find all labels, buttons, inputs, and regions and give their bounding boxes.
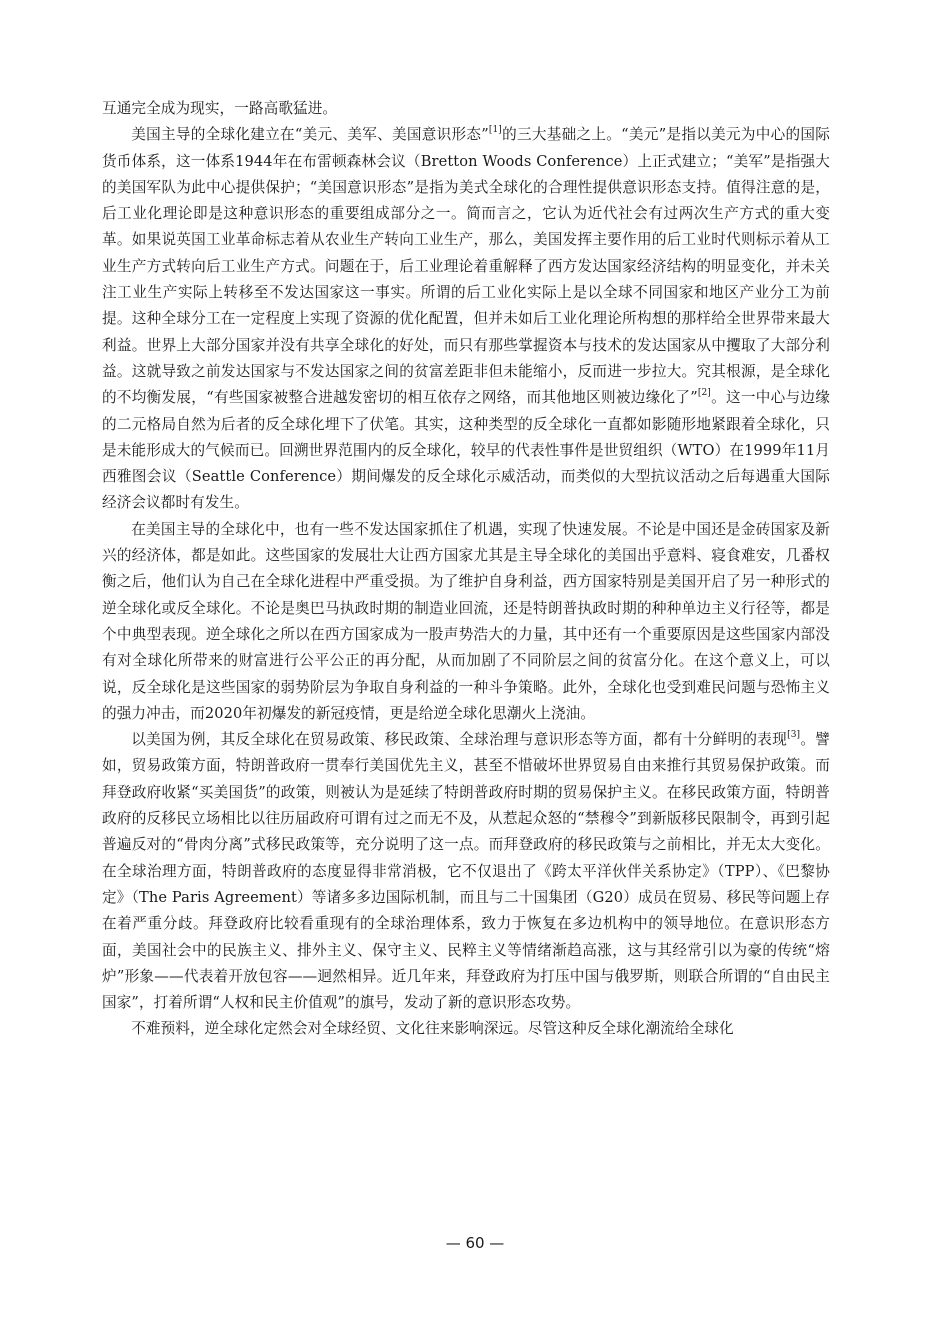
- citation-ref[interactable]: [2]: [697, 388, 711, 399]
- article-body: [102, 96, 830, 1043]
- citation-ref[interactable]: [1]: [488, 125, 502, 136]
- paragraph: 以美国为例，其反全球化在贸易政策、移民政策、全球治理与意识形态等方面，都有十分鲜明的表现[3]。譬如，贸易政策方面，特朗普政府一贯奉行美国优先主义，甚至不惜破坏世界贸易自由来推行其贸易保护政策。而拜登政府收紧“买美国货”的政策，则被认为是延续了特朗普政府时期的贸易保护主义。在移民政策方面，特朗普政府的反移民立场相比以往历届政府可谓有过之而无不及，从惹起众怒的“禁穆令”到新版移民限制令，再到引起普遍反对的“骨肉分离”式移民政策等，充分说明了这一点。而拜登政府的移民政策与之前相比，并无太大变化。在全球治理方面，特朗普政府的态度显得非常消极，它不仅退出了《跨太平洋伙伴关系协定》（TPP）、《巴黎协定》（The Paris Agreement）等诸多多边国际机制，而且与二十国集团（G20）成员在贸易、移民等问题上存在着严重分歧。拜登政府比较看重现有的全球治理体系，致力于恢复在多边机构中的领导地位。在意识形态方面，美国社会中的民族主义、排外主义、保守主义、民粹主义等情绪渐趋高涨，这与其经常引以为豪的传统“熔炉”形象——代表着开放包容——迥然相异。近几年来，拜登政府为打压中国与俄罗斯，则联合所谓的“自由民主国家”，打着所谓“人权和民主价值观”的旗号，发动了新的意识形态攻势。: [102, 730, 831, 1012]
- page-number: — 60 —: [445, 1234, 505, 1252]
- paragraph: 美国主导的全球化建立在“美元、美军、美国意识形态”[1]的三大基础之上。“美元”是指以美元为中心的国际货币体系，这一体系1944年在布雷顿森林会议（Bretton Woods Conference）上正式建立；“美军”是指强大的美国军队为此中心提供保护；“美国意识形态”是指为美式全球化的合理性提供意识形态支持。值得注意的是，后工业化理论即是这种意识形态的重要组成部分之一。简而言之，它认为近代社会有过两次生产方式的重大变革。如果说英国工业革命标志着从农业生产转向工业生产，那么，美国发挥主要作用的后工业时代则标示着从工业生产方式转向后工业生产方式。问题在于，后工业理论着重解释了西方发达国家经济结构的明显变化，并未关注工业生产实际上转移至不发达国家这一事实。所谓的后工业化实际上是以全球不同国家和地区产业分工为前提。这种全球分工在一定程度上实现了资源的优化配置，但并未如后工业化理论所构想的那样给全世界带来最大利益。世界上大部分国家并没有共享全球化的好处，而只有那些掌握资本与技术的发达国家从中攫取了大部分利益。这就导致之前发达国家与不发达国家之间的贫富差距非但未能缩小，反而进一步拉大。究其根源，是全球化的不均衡发展，“有些国家被整合进越发密切的相互依存之网络，而其他地区则被边缘化了”[2]。这一中心与边缘的二元格局自然为后者的反全球化埋下了伏笔。其实，这种类型的反全球化一直都如影随形地紧跟着全球化，只是未能形成大的气候而已。回溯世界范围内的反全球化，较早的代表性事件是世贸组织（WTO）在1999年11月西雅图会议（Seattle Conference）期间爆发的反全球化示威活动，而类似的大型抗议活动之后每遇重大国际经济会议都时有发生。: [102, 125, 830, 512]
- paragraph: 不难预料，逆全球化定然会对全球经贸、文化往来影响深远。尽管这种反全球化潮流给全球化: [131, 1020, 734, 1038]
- citation-ref[interactable]: [3]: [787, 730, 801, 741]
- paragraph: 互通完全成为现实，一路高歌猛进。: [102, 100, 338, 117]
- paragraph: 在美国主导的全球化中，也有一些不发达国家抓住了机遇，实现了快速发展。不论是中国还是金砖国家及新兴的经济体，都是如此。这些国家的发展壮大让西方国家尤其是主导全球化的美国出乎意料、寝食难安，几番权衡之后，他们认为自己在全球化进程中严重受损。为了维护自身利益，西方国家特别是美国开启了另一种形式的逆全球化或反全球化。不论是奥巴马执政时期的制造业回流，还是特朗普执政时期的种种单边主义行径等，都是个中典型表现。逆全球化之所以在西方国家成为一股声势浩大的力量，其中还有一个重要原因是这些国家内部没有对全球化所带来的财富进行公平公正的再分配，从而加剧了不同阶层之间的贫富分化。在这个意义上，可以说，反全球化是这些国家的弱势阶层为争取自身利益的一种斗争策略。此外，全球化也受到难民问题与恐怖主义的强力冲击，而2020年初爆发的新冠疫情，更是给逆全球化思潮火上浇油。: [102, 520, 830, 722]
